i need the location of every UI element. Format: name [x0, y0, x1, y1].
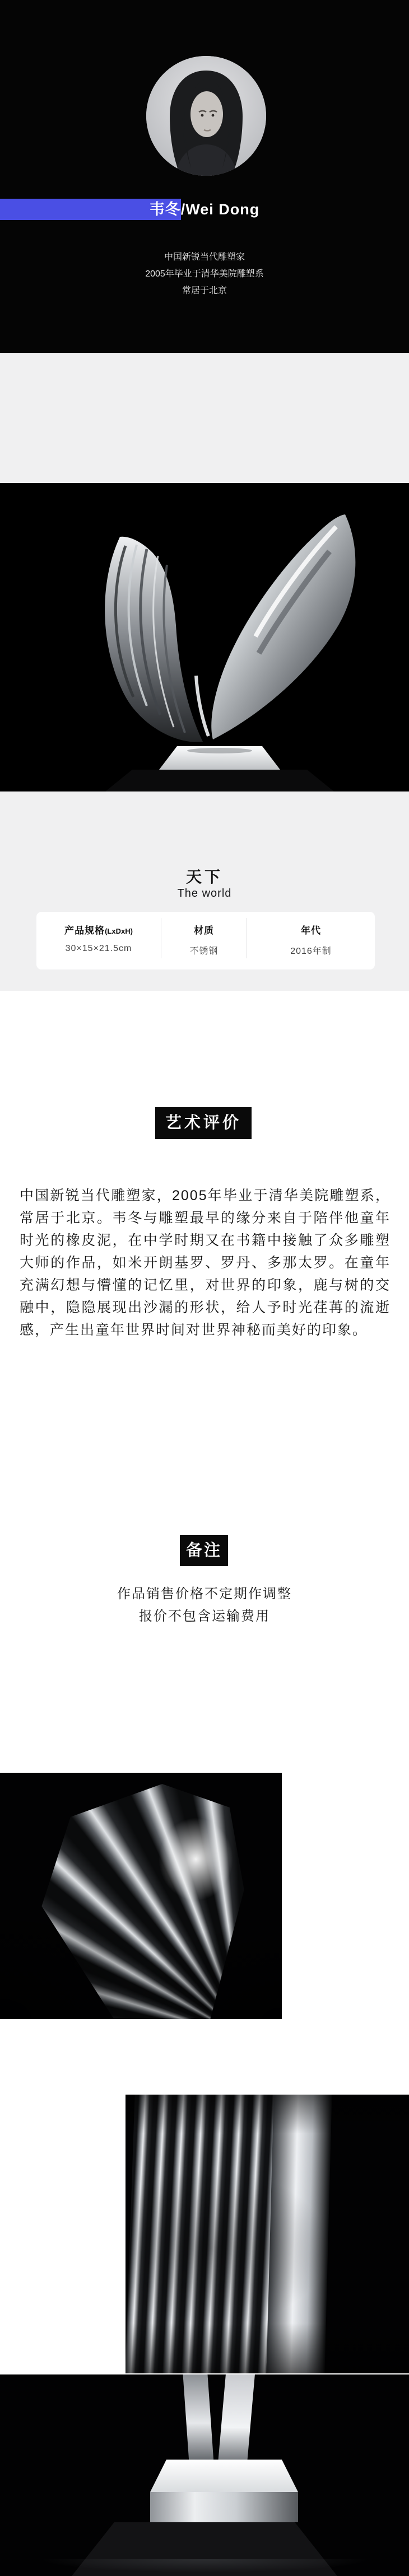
- floor-reflection: [0, 2559, 409, 2576]
- artist-bio-line-1: 中国新锐当代雕塑家: [164, 252, 245, 262]
- artwork-title-en: The world: [177, 887, 232, 900]
- artist-photo: [146, 56, 266, 176]
- vignette-overlay: [0, 1773, 282, 2019]
- artist-header-section: [0, 0, 409, 353]
- wing-tip-reflection: [183, 2374, 213, 2463]
- artist-name-en: /Wei Dong: [180, 201, 260, 218]
- spec-label-size: 产品规格(LxDxH): [64, 925, 133, 936]
- sculpture-detail-photo-2: [126, 2095, 409, 2373]
- sculpture-detail-photo-1: [0, 1773, 282, 2019]
- artwork-title-cn: 天下: [185, 868, 223, 886]
- review-paragraph: 中国新锐当代雕塑家，2005年毕业于清华美院雕塑系，常居于北京。韦冬与雕塑最早的缘分来自于陪伴他童年时光的橡皮泥，在中学时期又在书籍中接触了众多雕塑大师的作品，如米开朗基罗、罗丹、多那太罗。在童年充满幻想与懵懂的记忆里，对世界的印象，鹿与树的交融中，隐隐展现出沙漏的形状，给人予时光荏苒的流逝感，产生出童年世界时间对世界神秘而美好的印象。: [20, 1188, 391, 1338]
- spec-col-size: [36, 912, 161, 969]
- review-heading-box: [155, 1107, 252, 1139]
- review-heading: 艺术评价: [165, 1114, 241, 1132]
- spacer-band: [0, 353, 409, 483]
- wing-tip-reflection: [218, 2374, 255, 2463]
- note-line-1: 作品销售价格不定期作调整: [117, 1586, 292, 1601]
- notes-heading: 备注: [185, 1542, 222, 1559]
- spec-col-material: [161, 912, 247, 969]
- artist-bio-line-3: 常居于北京: [182, 286, 227, 296]
- spec-value-size: 30×15×21.5cm: [65, 944, 132, 953]
- base-front-face: [150, 2492, 298, 2522]
- spec-label-year: 年代: [301, 925, 321, 936]
- sculpture-detail-photo-3: [0, 2374, 409, 2576]
- base-top-face: [150, 2460, 298, 2492]
- notes-lines: [0, 1583, 409, 1628]
- notes-heading-box: [180, 1535, 228, 1566]
- specs-card: [36, 912, 375, 969]
- note-line-2: 报价不包含运输费用: [139, 1609, 270, 1624]
- artist-name-cn: 韦冬: [149, 201, 181, 218]
- spec-value-material: 不锈钢: [189, 947, 219, 956]
- artist-bio-line-2: 2005年毕业于清华美院雕塑系: [145, 269, 264, 279]
- artist-name: [0, 198, 409, 221]
- artist-portrait-illustration: [146, 56, 266, 176]
- spec-label-material: 材质: [194, 925, 214, 936]
- artwork-main-photo: [0, 483, 409, 791]
- spec-col-year: [247, 912, 375, 969]
- artist-bio: [0, 249, 409, 299]
- sculpture-illustration: [0, 483, 409, 791]
- vignette-overlay: [126, 2095, 409, 2373]
- spec-value-year: 2016年制: [290, 947, 332, 956]
